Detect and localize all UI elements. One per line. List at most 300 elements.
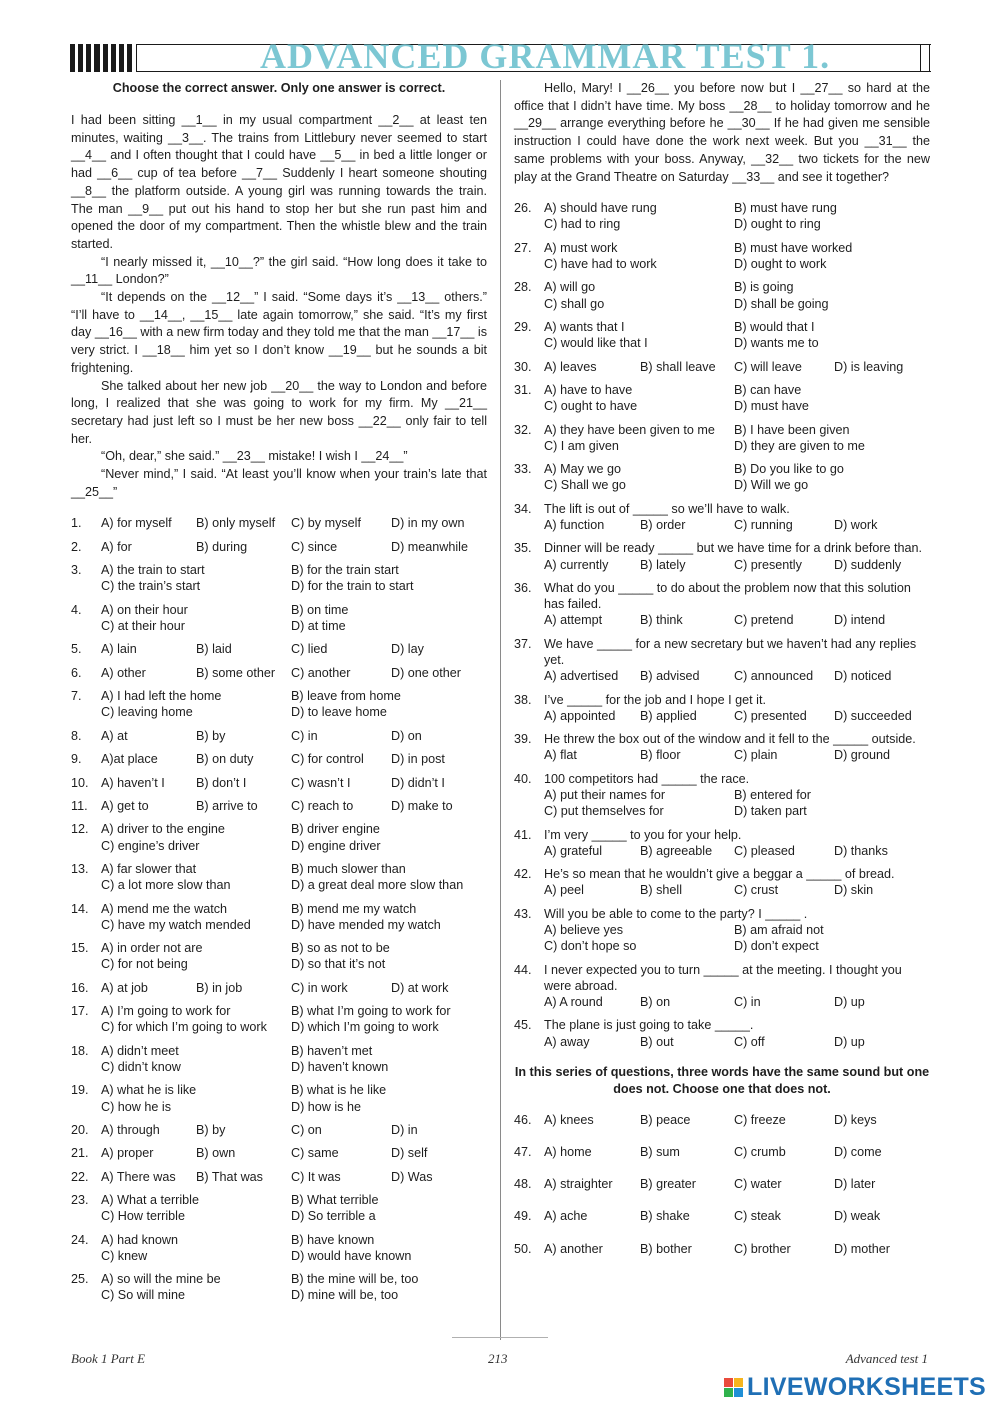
question [71,1232,487,1264]
answer-option[interactable]: B) much slower than [291,861,406,876]
question-body [101,1169,487,1185]
question-body [101,1122,487,1138]
question-number: 35. [514,541,532,556]
answer-option[interactable]: D) wants me to [734,336,819,351]
answer-option[interactable]: D) skin [834,883,874,898]
answer-option[interactable]: D) keys [834,1112,877,1127]
answer-option[interactable]: A) What a terrible [101,1193,199,1208]
question-number: 50. [514,1241,532,1256]
question [514,200,930,232]
answer-option[interactable]: C) wasn’t I [291,775,351,790]
answer-option[interactable]: C) steak [734,1209,781,1224]
answer-option[interactable]: A) for myself [101,516,172,531]
answer-option[interactable]: C) in [291,728,318,743]
answer-option[interactable]: A)at place [101,752,158,767]
answer-option[interactable]: B) during [196,539,248,554]
answer-option[interactable]: D) taken part [734,804,807,819]
question-body [101,901,487,933]
answer-options [101,688,487,720]
answer-option[interactable]: D) a great deal more slow than [291,878,464,893]
answer-option[interactable]: A) I had left the home [101,689,222,704]
answer-option[interactable]: C) put themselves for [544,804,664,819]
answer-option[interactable]: D) in [391,1122,418,1137]
answer-option[interactable]: D) self [391,1146,428,1161]
answer-options [544,1241,930,1257]
answer-option[interactable]: C) So will mine [101,1288,185,1303]
answer-option[interactable]: D) they are given to me [734,438,865,453]
answer-option[interactable]: D) how is he [291,1099,361,1114]
question [514,771,930,820]
answer-option[interactable]: A) had known [101,1232,179,1247]
answer-option[interactable]: C) presently [734,557,802,572]
answer-option[interactable]: C) freeze [734,1112,786,1127]
question-body [544,866,930,898]
answer-option[interactable]: B) is going [734,280,794,295]
answer-option[interactable]: B) on time [291,602,349,617]
question-number: 44. [514,962,532,977]
answer-option[interactable]: D) So terrible a [291,1209,376,1224]
answer-option[interactable]: C) at their hour [101,619,185,634]
answer-options [544,922,930,954]
answer-option[interactable]: D) weak [834,1209,881,1224]
answer-option[interactable]: B) sum [640,1144,680,1159]
answer-option[interactable]: D) in post [391,752,445,767]
answer-option[interactable]: D) succeeded [834,708,912,723]
question [514,1144,930,1160]
answer-option[interactable]: D) ought to work [734,257,827,272]
answer-option[interactable]: A) A round [544,994,603,1009]
answer-option[interactable]: B) What terrible [291,1193,379,1208]
answer-option[interactable]: C) for not being [101,957,188,972]
answer-option[interactable]: D) up [834,994,865,1009]
answer-option[interactable]: C) pretend [734,613,794,628]
answer-option[interactable]: B) must have rung [734,201,837,216]
question-body [544,771,930,820]
answer-option[interactable]: D) ought to ring [734,217,821,232]
answer-option[interactable]: C) It was [291,1169,341,1184]
answer-option[interactable]: A) the train to start [101,563,205,578]
answer-option[interactable]: A) There was [101,1169,176,1184]
answer-option[interactable]: B) advised [640,669,700,684]
answer-option[interactable]: A) for [101,539,132,554]
passage-paragraph: She talked about her new job __20__ the way to London and before long, I realized that she was going to work for my firm. My __21__ secretary had just left so I must be her new boss __22__ only fair to tell her. [71,378,487,446]
question [514,731,930,763]
answer-option[interactable]: A) must work [544,240,618,255]
answer-option[interactable]: C) brother [734,1241,791,1256]
answer-option[interactable]: C) have had to work [544,257,657,272]
answer-option[interactable]: C) in [734,994,761,1009]
answer-option[interactable]: C) plain [734,748,778,763]
question-number: 46. [514,1112,532,1127]
answer-option[interactable]: A) what he is like [101,1083,197,1098]
answer-option[interactable]: B) lately [640,557,686,572]
answer-option[interactable]: B) on duty [196,752,254,767]
answer-option[interactable]: C) how he is [101,1099,171,1114]
question [71,688,487,720]
question [71,861,487,893]
answer-option[interactable]: C) Shall we go [544,478,626,493]
question-number: 26. [514,201,532,216]
answer-option[interactable]: C) crumb [734,1144,786,1159]
question [71,798,487,814]
answer-option[interactable]: D) mine will be, too [291,1288,399,1303]
answer-option[interactable]: C) a lot more slow than [101,878,231,893]
answer-option[interactable]: A) other [101,665,146,680]
answer-options [101,602,487,634]
answer-option[interactable]: D) Was [391,1169,433,1184]
answer-option[interactable]: B) shall leave [640,359,716,374]
answer-option[interactable]: D) for the train to start [291,579,414,594]
answer-option[interactable]: C) for which I’m going to work [101,1020,267,1035]
answer-option[interactable]: A) straighter [544,1177,613,1192]
answer-option[interactable]: C) ought to have [544,399,638,414]
answer-option[interactable]: D) which I’m going to work [291,1020,439,1035]
answer-option[interactable]: C) would like that I [544,336,648,351]
answer-option[interactable]: A) through [101,1122,160,1137]
answer-option[interactable]: D) in my own [391,516,465,531]
page-title: ADVANCED GRAMMAR TEST 1. [260,36,831,76]
answer-option[interactable]: D) make to [391,798,453,813]
question [71,1043,487,1075]
answer-options [544,747,930,763]
answer-option[interactable]: D) is leaving [834,359,904,374]
question [514,382,930,414]
answer-option[interactable]: D) intend [834,613,886,628]
question-body [544,319,930,351]
answer-options [101,539,487,555]
question [71,1122,487,1138]
question-stem: Will you be able to come to the party? I _____ . [544,906,808,921]
answer-option[interactable]: B) am afraid not [734,922,824,937]
answer-option[interactable]: A) should have rung [544,201,657,216]
answer-option[interactable]: C) I am given [544,438,619,453]
answer-option[interactable]: C) by myself [291,516,361,531]
answer-option[interactable]: B) arrive to [196,798,258,813]
liveworksheets-logo [724,1374,986,1400]
question-body [544,422,930,454]
answer-option[interactable]: D) lay [391,642,424,657]
answer-option[interactable]: B) by [196,1122,226,1137]
answer-option[interactable]: C) the train’s start [101,579,201,594]
answer-option[interactable]: B) own [196,1146,236,1161]
answer-option[interactable]: A) knees [544,1112,594,1127]
answer-options [101,728,487,744]
answer-option[interactable]: B) what I’m going to work for [291,1004,451,1019]
answer-option[interactable]: D) on [391,728,422,743]
question-number: 17. [71,1004,89,1019]
answer-option[interactable]: C) on [291,1122,322,1137]
answer-option[interactable]: B) mend me my watch [291,901,417,916]
answer-option[interactable]: C) crust [734,883,779,898]
answer-option[interactable]: A) so will the mine be [101,1272,221,1287]
answer-option[interactable]: D) up [834,1034,865,1049]
answer-option[interactable]: C) didn’t know [101,1059,181,1074]
question-number: 48. [514,1177,532,1192]
answer-option[interactable]: B) the mine will be, too [291,1272,419,1287]
question [71,1169,487,1185]
question-body [544,692,930,724]
answer-option[interactable]: A) lain [101,642,137,657]
question [514,866,930,898]
answer-option[interactable]: A) on their hour [101,602,188,617]
question-stem: I’ve _____ for the job and I hope I get it. [544,692,766,707]
question-body [101,1192,487,1224]
answer-option[interactable]: B) bother [640,1241,692,1256]
question-body [101,1145,487,1161]
answer-option[interactable]: C) another [291,665,351,680]
answer-option[interactable]: A) they have been given to me [544,422,715,437]
question-body [101,940,487,972]
question-body [101,1232,487,1264]
answer-option[interactable]: B) Do you like to go [734,462,844,477]
answer-option[interactable]: B) floor [640,748,681,763]
answer-option[interactable]: C) water [734,1177,782,1192]
question-number: 3. [71,563,82,578]
answer-options [544,422,930,454]
answer-option[interactable]: D) work [834,517,878,532]
answer-option[interactable]: A) flat [544,748,577,763]
answer-option[interactable]: C) for control [291,752,364,767]
answer-option[interactable]: A) believe yes [544,922,624,937]
answer-option[interactable]: B) think [640,613,683,628]
question-body [101,688,487,720]
answer-option[interactable]: C) engine’s driver [101,838,200,853]
answer-option[interactable]: B) agreeable [640,843,713,858]
question-number: 42. [514,867,532,882]
answer-option[interactable]: A) currently [544,557,609,572]
question [514,319,930,351]
answer-option[interactable]: B) don’t I [196,775,247,790]
answer-option[interactable]: D) Will we go [734,478,809,493]
answer-option[interactable]: D) don’t expect [734,939,819,954]
answer-option[interactable]: A) far slower that [101,861,197,876]
answer-option[interactable]: A) put their names for [544,787,666,802]
answer-option[interactable]: C) shall go [544,296,605,311]
answer-option[interactable]: C) same [291,1146,339,1161]
answer-option[interactable]: D) meanwhile [391,539,468,554]
answer-option[interactable]: C) since [291,539,338,554]
question [514,636,930,685]
answer-option[interactable]: A) appointed [544,708,616,723]
question-number: 33. [514,462,532,477]
question [71,515,487,531]
answer-options [544,1034,930,1050]
answer-option[interactable]: B) I have been given [734,422,850,437]
answer-option[interactable]: B) what is he like [291,1083,387,1098]
question [514,962,930,1011]
question-number: 39. [514,732,532,747]
answer-option[interactable]: B) shell [640,883,682,898]
answer-option[interactable]: A) proper [101,1146,154,1161]
answer-option[interactable]: A) May we go [544,462,621,477]
answer-option[interactable]: B) have known [291,1232,375,1247]
answer-option[interactable]: B) laid [196,642,232,657]
answer-option[interactable]: A) didn’t meet [101,1043,179,1058]
answer-option[interactable]: D) thanks [834,843,888,858]
answer-options [101,861,487,893]
question-stem: We have _____ for a new secretary but we haven’t had any replies yet. [544,636,917,667]
answer-option[interactable]: A) attempt [544,613,603,628]
answer-option[interactable]: B) peace [640,1112,691,1127]
answer-option[interactable]: A) will go [544,280,596,295]
question-body [544,827,930,859]
answer-option[interactable]: D) would have known [291,1248,412,1263]
answer-option[interactable]: C) How terrible [101,1209,185,1224]
answer-option[interactable]: C) off [734,1034,765,1049]
answer-option[interactable]: A) get to [101,798,149,813]
answer-option[interactable]: D) at time [291,619,346,634]
answer-option[interactable]: A) at [101,728,128,743]
question [71,602,487,634]
answer-option[interactable]: B) can have [734,382,802,397]
answer-option[interactable]: B) applied [640,708,697,723]
answer-options [544,1144,930,1160]
question-number: 7. [71,689,82,704]
question-number: 6. [71,665,82,680]
question-body [544,636,930,685]
answer-option[interactable]: B) in job [196,980,243,995]
question [71,1003,487,1035]
answer-option[interactable]: C) pleased [734,843,795,858]
passage-paragraph: “I nearly missed it, __10__?” the girl said. “How long does it take to __11__ London?” [71,254,487,287]
question-number: 10. [71,775,89,790]
answer-option[interactable]: B) only myself [196,516,276,531]
answer-option[interactable]: A) away [544,1034,590,1049]
question-number: 43. [514,906,532,921]
passage-paragraph: I had been sitting __1__ in my usual compartment __2__ at least ten minutes, waiting __3__. The trains from Littlebury never seemed to start __4__ and I often thought that I could have __5__ in bed a little longer or had __6__ cup of tea before __7__ Suddenly I heart someone shouting __8__ the platform outside. A young girl was running towards the train. The man __9__ put out his hand to stop her but she run past him and opened the door of my compartment. Then the whistle blew and the train started. [71,113,487,251]
answer-options [544,787,930,819]
question-number: 4. [71,602,82,617]
answer-option[interactable]: A) leaves [544,359,597,374]
answer-option[interactable]: D) suddenly [834,557,902,572]
answer-option[interactable]: D) to leave home [291,705,387,720]
question [514,240,930,272]
answer-option[interactable]: B) shake [640,1209,690,1224]
answer-option[interactable]: A) advertised [544,669,619,684]
answer-option[interactable]: B) would that I [734,320,815,334]
question-body [544,731,930,763]
answer-option[interactable]: A) home [544,1144,592,1159]
answer-option[interactable]: C) reach to [291,798,354,813]
answer-option[interactable]: B) That was [196,1169,263,1184]
answer-option[interactable]: B) some other [196,665,276,680]
answer-option[interactable]: B) out [640,1034,674,1049]
answer-option[interactable]: A) mend me the watch [101,901,227,916]
answer-option[interactable]: A) function [544,517,605,532]
answer-option[interactable]: B) greater [640,1177,696,1192]
answer-option[interactable]: D) have mended my watch [291,917,441,932]
answer-option[interactable]: D) haven’t known [291,1059,389,1074]
answer-option[interactable]: D) come [834,1144,882,1159]
footer-book: Book 1 Part E [71,1351,146,1366]
question-stem: He’s so mean that he wouldn’t give a beggar a _____ of bread. [544,867,895,882]
answer-option[interactable]: D) mother [834,1241,890,1256]
answer-option[interactable]: B) leave from home [291,689,401,704]
answer-option[interactable]: B) haven’t met [291,1043,373,1058]
answer-option[interactable]: A) ache [544,1209,588,1224]
answer-option[interactable]: C) leaving home [101,705,193,720]
answer-options [544,200,930,232]
answer-options [544,843,930,859]
answer-option[interactable]: D) must have [734,399,809,414]
answer-option[interactable]: C) had to ring [544,217,621,232]
answer-option[interactable]: C) have my watch mended [101,917,251,932]
answer-option[interactable]: D) so that it’s not [291,957,386,972]
answer-option[interactable]: A) another [544,1241,603,1256]
question [71,1082,487,1114]
question-body [101,1082,487,1114]
answer-option[interactable]: C) announced [734,669,814,684]
question-list-1-25 [71,515,487,1303]
answer-option[interactable]: C) lied [291,642,328,657]
answer-option[interactable]: D) engine driver [291,838,381,853]
answer-option[interactable]: C) knew [101,1248,148,1263]
answer-option[interactable]: A) I’m going to work for [101,1004,231,1019]
answer-option[interactable]: B) for the train start [291,563,399,578]
question-number: 20. [71,1122,89,1137]
answer-option[interactable]: C) don’t hope so [544,939,637,954]
answer-option[interactable]: D) shall be going [734,296,829,311]
answer-option[interactable]: B) order [640,517,686,532]
answer-option[interactable]: A) grateful [544,843,603,858]
answer-option[interactable]: A) haven’t I [101,775,165,790]
answer-option[interactable]: B) must have worked [734,240,853,255]
question-number: 27. [514,240,532,255]
answer-option[interactable]: A) peel [544,883,584,898]
question-stem: The lift is out of _____ so we’ll have to walk. [544,501,790,516]
answer-option[interactable]: D) didn’t I [391,775,445,790]
question-body [544,200,930,232]
answer-option[interactable]: A) at job [101,980,148,995]
question-body [544,962,930,1011]
question [71,641,487,657]
answer-options [544,882,930,898]
question [71,1192,487,1224]
answer-option[interactable]: B) by [196,728,226,743]
answer-option[interactable]: C) presented [734,708,807,723]
answer-option[interactable]: B) driver engine [291,822,380,837]
answer-option[interactable]: D) noticed [834,669,892,684]
question-body [101,821,487,853]
answer-option[interactable]: D) at work [391,980,449,995]
question [71,821,487,853]
question [71,901,487,933]
answer-option[interactable]: A) driver to the engine [101,822,225,837]
passage-paragraph: “Never mind,” I said. “At least you’ll know when your train’s late that __25__” [71,467,487,499]
answer-option[interactable]: A) have to have [544,382,633,397]
question-number: 49. [514,1209,532,1224]
question [71,940,487,972]
question-number: 36. [514,580,532,595]
answer-option[interactable]: D) ground [834,748,891,763]
question-body [544,1017,930,1049]
answer-option[interactable]: D) later [834,1177,876,1192]
answer-option[interactable]: A) wants that I [544,320,625,334]
answer-option[interactable]: B) so as not to be [291,941,390,956]
answer-option[interactable]: D) one other [391,665,462,680]
question-list-26-45 [514,200,930,1050]
answer-option[interactable]: C) running [734,517,793,532]
answer-option[interactable]: C) in work [291,980,348,995]
answer-options [544,382,930,414]
answer-option[interactable]: C) will leave [734,359,802,374]
answer-option[interactable]: A) in order not are [101,941,203,956]
answer-option[interactable]: B) on [640,994,671,1009]
answer-options [544,1112,930,1128]
answer-options [101,798,487,814]
question-number: 31. [514,382,532,397]
answer-option[interactable]: B) entered for [734,787,812,802]
